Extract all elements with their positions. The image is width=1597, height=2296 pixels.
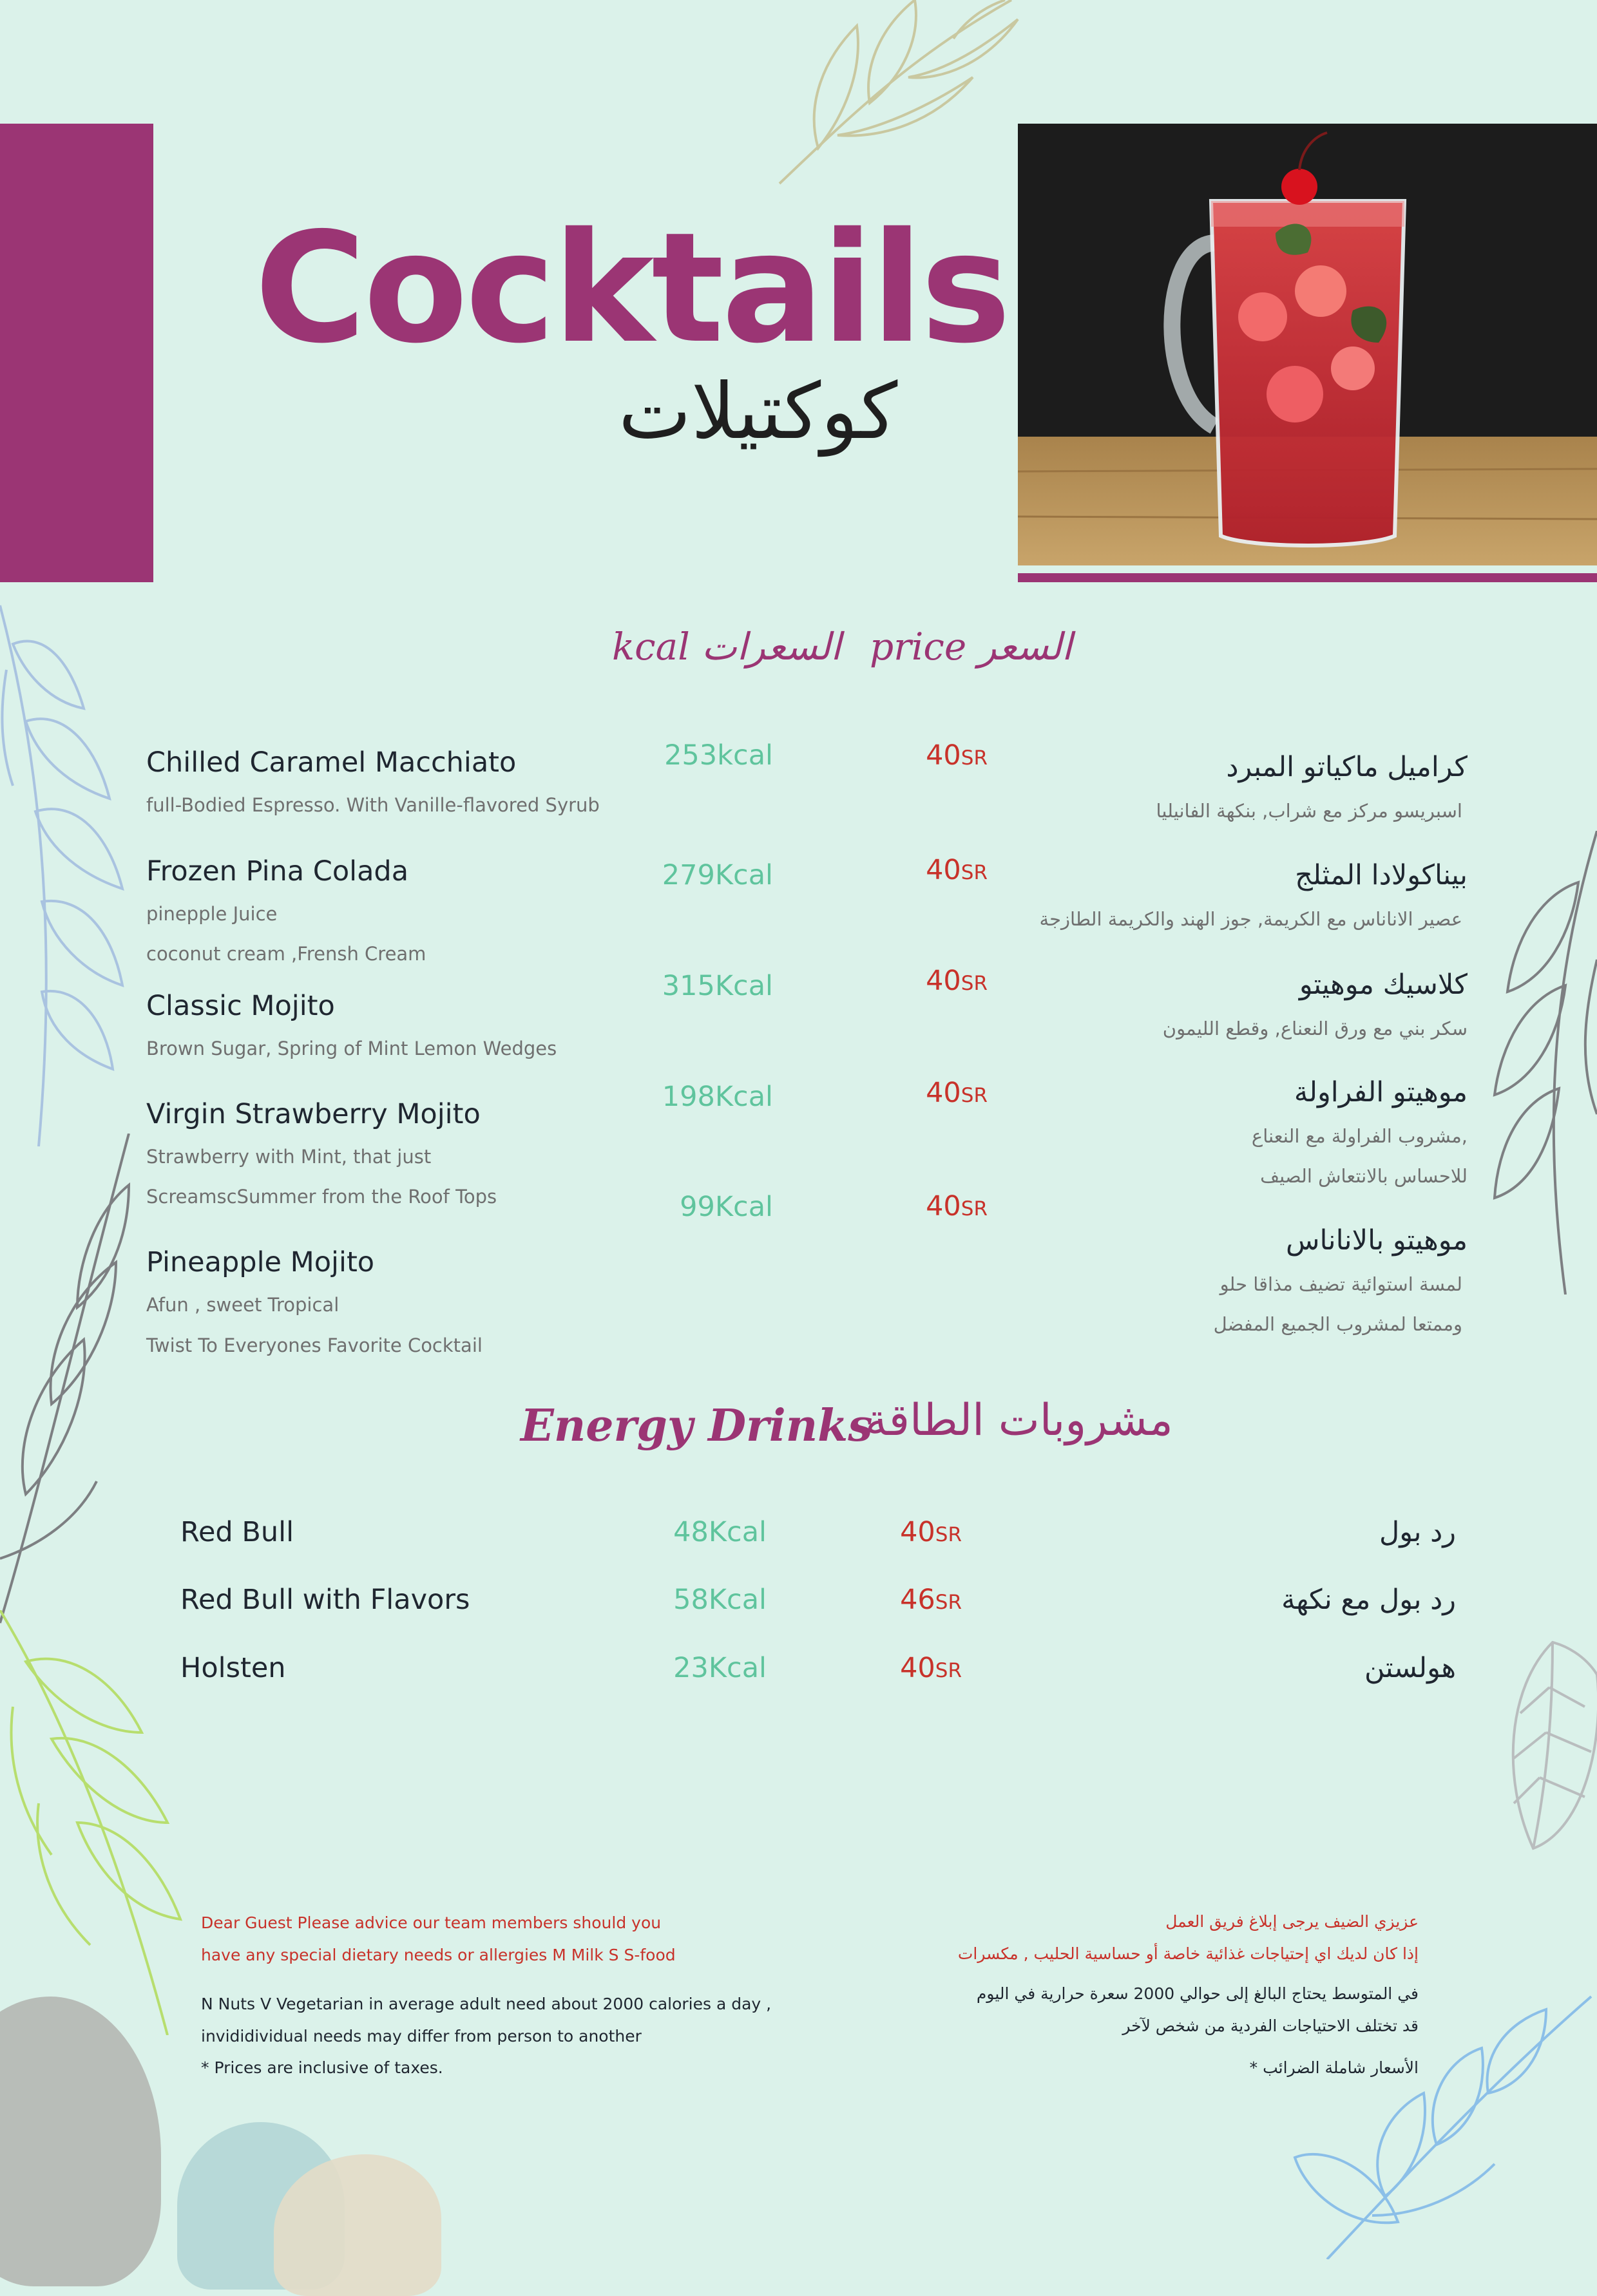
menu-item-description-arabic: للاحساس بالانتعاش الصيف: [1260, 1165, 1468, 1187]
menu-item-description-arabic: عصير الاناناس مع الكريمة, جوز الهند والكريمة الطازجة: [1039, 908, 1462, 930]
menu-item-description: ScreamscSummer from the Roof Tops: [146, 1186, 497, 1208]
menu-item-name: Frozen Pina Colada: [146, 855, 409, 887]
menu-item-kcal: 99Kcal: [680, 1191, 773, 1223]
page-title: Cocktails: [254, 200, 1009, 377]
menu-item-price: 40SR: [926, 1190, 988, 1222]
calorie-note-arabic: قد تختلف الاحتياجات الفردية من شخص لآخر: [1122, 2016, 1419, 2035]
energy-item-price: 40SR: [900, 1516, 962, 1548]
menu-item-description-arabic: سكر بني مع ورق النعناع, وقطع الليمون: [1162, 1018, 1468, 1039]
allergy-note-arabic: عزيزي الضيف يرجى إبلاغ فريق العمل: [1165, 1912, 1419, 1931]
leaf-decoration-top: [741, 0, 1063, 187]
menu-item-price: 40SR: [926, 965, 988, 997]
energy-item-price: 40SR: [900, 1652, 962, 1684]
leaf-decoration-right-gray: [1488, 831, 1597, 1295]
page-title-arabic: كوكتيلات: [618, 367, 898, 457]
menu-item-description: full-Bodied Espresso. With Vanille-flavored Syrub: [146, 794, 600, 816]
tax-note: * Prices are inclusive of taxes.: [201, 2058, 443, 2077]
menu-item-description-arabic: وممتعا لمشروب الجميع المفضل: [1213, 1313, 1462, 1335]
menu-item-description-arabic: لمسة استوائية تضيف مذاقا حلو: [1219, 1273, 1462, 1295]
leaf-decoration-left-blue: [0, 593, 129, 1146]
menu-item-price: 40SR: [926, 739, 988, 772]
menu-item-name-arabic: بيناكولادا المثلج: [1295, 859, 1468, 891]
cocktail-photo: [1018, 124, 1597, 565]
energy-item-kcal: 58Kcal: [673, 1584, 767, 1616]
allergy-note: Dear Guest Please advice our team members should you: [201, 1913, 662, 1932]
menu-item-name-arabic: كلاسيك موهيتو: [1299, 969, 1468, 1001]
allergy-note: have any special dietary needs or allergies M Milk S S-food: [201, 1946, 676, 1964]
energy-drinks-title-arabic: مشروبات الطاقة: [865, 1395, 1173, 1446]
leaf-decoration-left-gray: [0, 1134, 142, 1636]
menu-item-description-arabic: مشروب الفراولة مع النعناع,: [1251, 1125, 1468, 1147]
menu-item-kcal: 279Kcal: [662, 859, 773, 891]
menu-item-description: Twist To Everyones Favorite Cocktail: [146, 1334, 483, 1356]
menu-item-price: 40SR: [926, 854, 988, 886]
menu-item-name: Chilled Caramel Macchiato: [146, 746, 517, 779]
energy-item-name: Holsten: [180, 1652, 286, 1684]
kcal-column-header: kcal السعرات: [612, 625, 841, 669]
menu-item-name: Virgin Strawberry Mojito: [146, 1098, 481, 1130]
calorie-note: N Nuts V Vegetarian in average adult need about 2000 calories a day ,: [201, 1995, 772, 2013]
menu-item-description: Afun , sweet Tropical: [146, 1294, 339, 1316]
decorative-blob-gray: [0, 1997, 161, 2286]
menu-item-description: coconut cream ,Frensh Cream: [146, 943, 426, 965]
menu-item-kcal: 198Kcal: [662, 1081, 773, 1113]
menu-item-description-arabic: اسبريسو مركز مع شراب, بنكهة الفانيليا: [1156, 800, 1462, 822]
menu-item-kcal: 315Kcal: [662, 970, 773, 1002]
energy-item-name: Red Bull with Flavors: [180, 1584, 470, 1616]
energy-item-name: Red Bull: [180, 1516, 294, 1548]
calorie-note: invididividual needs may differ from person to another: [201, 2027, 642, 2045]
leaf-decoration-right-outline: [1495, 1636, 1597, 1893]
tax-note-arabic: * الأسعار شاملة الضرائب: [1249, 2058, 1419, 2077]
menu-item-description: Strawberry with Mint, that just: [146, 1146, 432, 1168]
energy-item-kcal: 48Kcal: [673, 1516, 767, 1548]
photo-underline: [1018, 573, 1597, 582]
accent-bar: [0, 124, 153, 582]
energy-drinks-title: Energy Drinks: [521, 1400, 873, 1452]
menu-item-price: 40SR: [926, 1077, 988, 1109]
menu-item-name-arabic: موهيتو بالاناناس: [1286, 1224, 1468, 1257]
leaf-decoration-left-green: [0, 1610, 187, 2035]
allergy-note-arabic: إذا كان لديك اي إحتياجات غذائية خاصة أو حساسية الحليب , مكسرات: [957, 1944, 1419, 1963]
energy-item-kcal: 23Kcal: [673, 1652, 767, 1684]
decorative-blob-beige: [274, 2154, 441, 2296]
energy-item-name-arabic: رد بول: [1379, 1516, 1456, 1548]
menu-item-name-arabic: موهيتو الفراولة: [1294, 1076, 1468, 1108]
menu-item-description: Brown Sugar, Spring of Mint Lemon Wedges: [146, 1038, 557, 1059]
energy-item-price: 46SR: [900, 1584, 962, 1616]
menu-item-description: pinepple Juice: [146, 903, 278, 925]
energy-item-name-arabic: رد بول مع نكهة: [1281, 1584, 1456, 1616]
calorie-note-arabic: في المتوسط يحتاج البالغ إلى حوالي 2000 سعرة حرارية في اليوم: [976, 1984, 1419, 2003]
menu-item-name: Classic Mojito: [146, 990, 335, 1022]
menu-item-name: Pineapple Mojito: [146, 1246, 375, 1278]
price-column-header: price السعر: [870, 625, 1073, 669]
decorative-blob-teal: [177, 2122, 345, 2290]
energy-item-name-arabic: هولستن: [1364, 1652, 1456, 1684]
menu-item-name-arabic: كراميل ماكياتو المبرد: [1226, 751, 1468, 783]
menu-item-kcal: 253kcal: [664, 739, 773, 772]
